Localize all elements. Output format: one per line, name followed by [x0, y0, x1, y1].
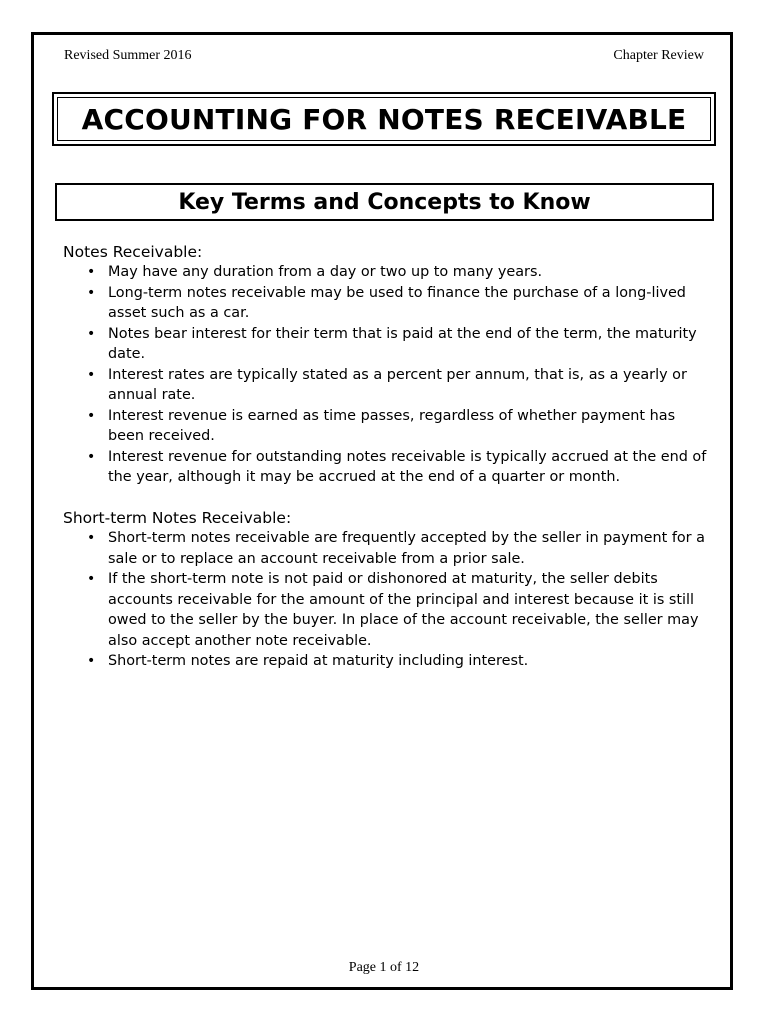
- list-item-text: Interest revenue for outstanding notes receivable is typically accrued at the end of the year, although it may be accrued at the end of a quarter or month.: [108, 448, 707, 485]
- title-box: [52, 92, 716, 146]
- chapter-label: Chapter Review: [613, 48, 704, 63]
- list-item-text: Interest revenue is earned as time passes, regardless of whether payment has been received.: [108, 407, 676, 444]
- notes-receivable-section: [63, 242, 713, 488]
- bullet-list: [63, 262, 713, 488]
- section-heading: Notes Receivable:: [63, 243, 203, 261]
- list-item: [63, 406, 713, 447]
- list-item-text: Notes bear interest for their term that is paid at the end of the term, the maturity date.: [108, 325, 697, 362]
- page-number: Page 1 of 12: [348, 960, 420, 975]
- bullet-icon: •: [87, 530, 96, 546]
- section-heading: Short-term Notes Receivable:: [63, 509, 292, 527]
- bullet-icon: •: [87, 571, 96, 587]
- list-item: [63, 569, 713, 651]
- list-item: [63, 447, 713, 488]
- list-item-text: Short-term notes receivable are frequently accepted by the seller in payment for a sale or to replace an account receivable from a prior sale.: [108, 530, 705, 567]
- page-title: ACCOUNTING FOR NOTES RECEIVABLE: [81, 102, 687, 136]
- section-title: Key Terms and Concepts to Know: [178, 189, 591, 215]
- list-item-text: Interest rates are typically stated as a percent per annum, that is, as a yearly or annual rate.: [108, 366, 687, 403]
- list-item: [63, 283, 713, 324]
- subtitle-box: [55, 183, 714, 221]
- list-item-text: May have any duration from a day or two up to many years.: [108, 264, 543, 280]
- bullet-icon: •: [87, 366, 96, 383]
- revision-date: Revised Summer 2016: [64, 48, 192, 63]
- bullet-icon: •: [87, 284, 96, 301]
- bullet-icon: •: [87, 264, 96, 280]
- list-item: [63, 365, 713, 406]
- bullet-icon: •: [87, 448, 96, 465]
- list-item: [63, 528, 713, 569]
- list-item: [63, 262, 713, 283]
- list-item-text: Long-term notes receivable may be used to finance the purchase of a long-lived asset such as a car.: [108, 284, 686, 321]
- list-item-text: Short-term notes are repaid at maturity including interest.: [108, 653, 529, 669]
- title-inner-border: [57, 97, 711, 141]
- bullet-icon: •: [87, 407, 96, 424]
- bullet-list: [63, 528, 713, 672]
- list-item-text: If the short-term note is not paid or dishonored at maturity, the seller debits accounts receivable for the amount of the principal and interest because it is still owed to the seller by the buyer. In place of the account receivable, the seller may also accept another note receivable.: [108, 571, 699, 649]
- list-item: [63, 324, 713, 365]
- bullet-icon: •: [87, 325, 96, 342]
- list-item: [63, 651, 713, 672]
- bullet-icon: •: [87, 653, 96, 669]
- short-term-notes-section: [63, 508, 713, 672]
